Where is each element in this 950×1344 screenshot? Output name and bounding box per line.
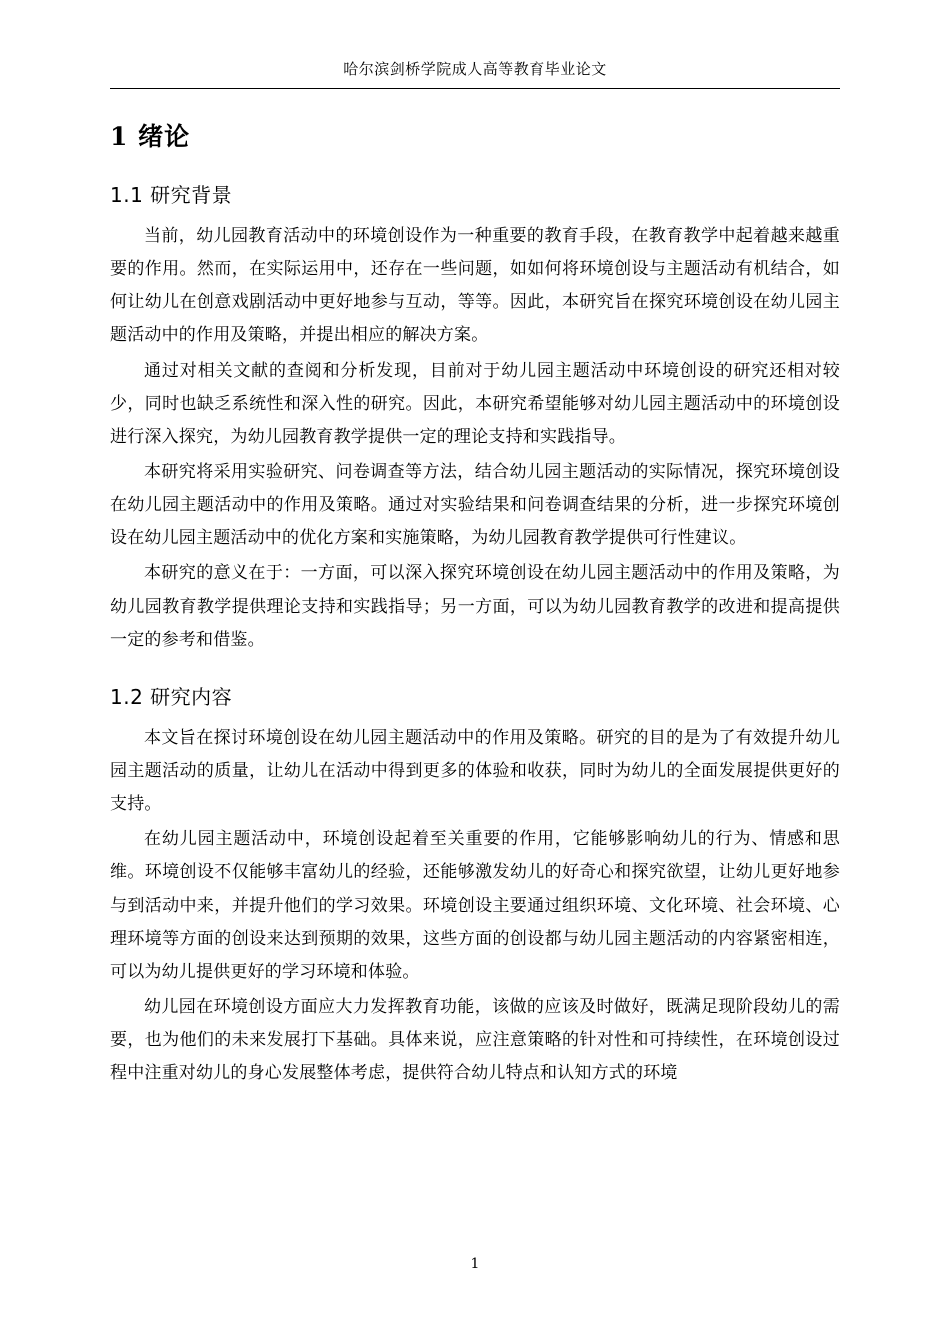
paragraph: 在幼儿园主题活动中，环境创设起着至关重要的作用，它能够影响幼儿的行为、情感和思维。环境创设不仅能够丰富幼儿的经验，还能够激发幼儿的好奇心和探究欲望，让幼儿更好地参与到活动中来，并提升他们的学习效果。环境创设主要通过组织环境、文化环境、社会环境、心理环境等方面的创设来达到预期的效果，这些方面的创设都与幼儿园主题活动的内容紧密相连，可以为幼儿提供更好的学习环境和体验。: [110, 829, 840, 982]
paragraph: 幼儿园在环境创设方面应大力发挥教育功能，该做的应该及时做好，既满足现阶段幼儿的需要，也为他们的未来发展打下基础。具体来说，应注意策略的针对性和可持续性，在环境创设过程中注重对幼儿的身心发展整体考虑，提供符合幼儿特点和认知方式的环境: [110, 996, 840, 1084]
page-header: 哈尔滨剑桥学院成人高等教育毕业论文: [343, 60, 607, 78]
section-heading-1-1: 1.1 研究背景: [110, 183, 233, 207]
paragraph: 本文旨在探讨环境创设在幼儿园主题活动中的作用及策略。研究的目的是为了有效提升幼儿园主题活动的质量，让幼儿在活动中得到更多的体验和收获，同时为幼儿的全面发展提供更好的支持。: [110, 727, 840, 815]
document-body: [110, 105, 840, 1092]
paragraph: 本研究的意义在于：一方面，可以深入探究环境创设在幼儿园主题活动中的作用及策略，为幼儿园教育教学提供理论支持和实践指导；另一方面，可以为幼儿园教育教学的改进和提高提供一定的参考和借鉴。: [110, 563, 840, 650]
page-number: 1: [470, 1256, 480, 1272]
section-heading-1-2: 1.2 研究内容: [110, 684, 233, 709]
paragraph: 本研究将采用实验研究、问卷调查等方法，结合幼儿园主题活动的实际情况，探究环境创设在幼儿园主题活动中的作用及策略。通过对实验结果和问卷调查结果的分析，进一步探究环境创设在幼儿园主题活动中的优化方案和实施策略，为幼儿园教育教学提供可行性建议。: [110, 461, 840, 549]
header-divider: [110, 88, 840, 89]
chapter-title: 1 绪论: [110, 122, 191, 151]
paragraph: 当前，幼儿园教育活动中的环境创设作为一种重要的教育手段，在教育教学中起着越来越重要的作用。然而，在实际运用中，还存在一些问题，如如何将环境创设与主题活动有机结合，如何让幼儿在创意戏剧活动中更好地参与互动，等等。因此，本研究旨在探究环境创设在幼儿园主题活动中的作用及策略，并提出相应的解决方案。: [110, 226, 840, 346]
paragraph: 通过对相关文献的查阅和分析发现，目前对于幼儿园主题活动中环境创设的研究还相对较少，同时也缺乏系统性和深入性的研究。因此，本研究希望能够对幼儿园主题活动中的环境创设进行深入探究，为幼儿园教育教学提供一定的理论支持和实践指导。: [110, 360, 840, 447]
